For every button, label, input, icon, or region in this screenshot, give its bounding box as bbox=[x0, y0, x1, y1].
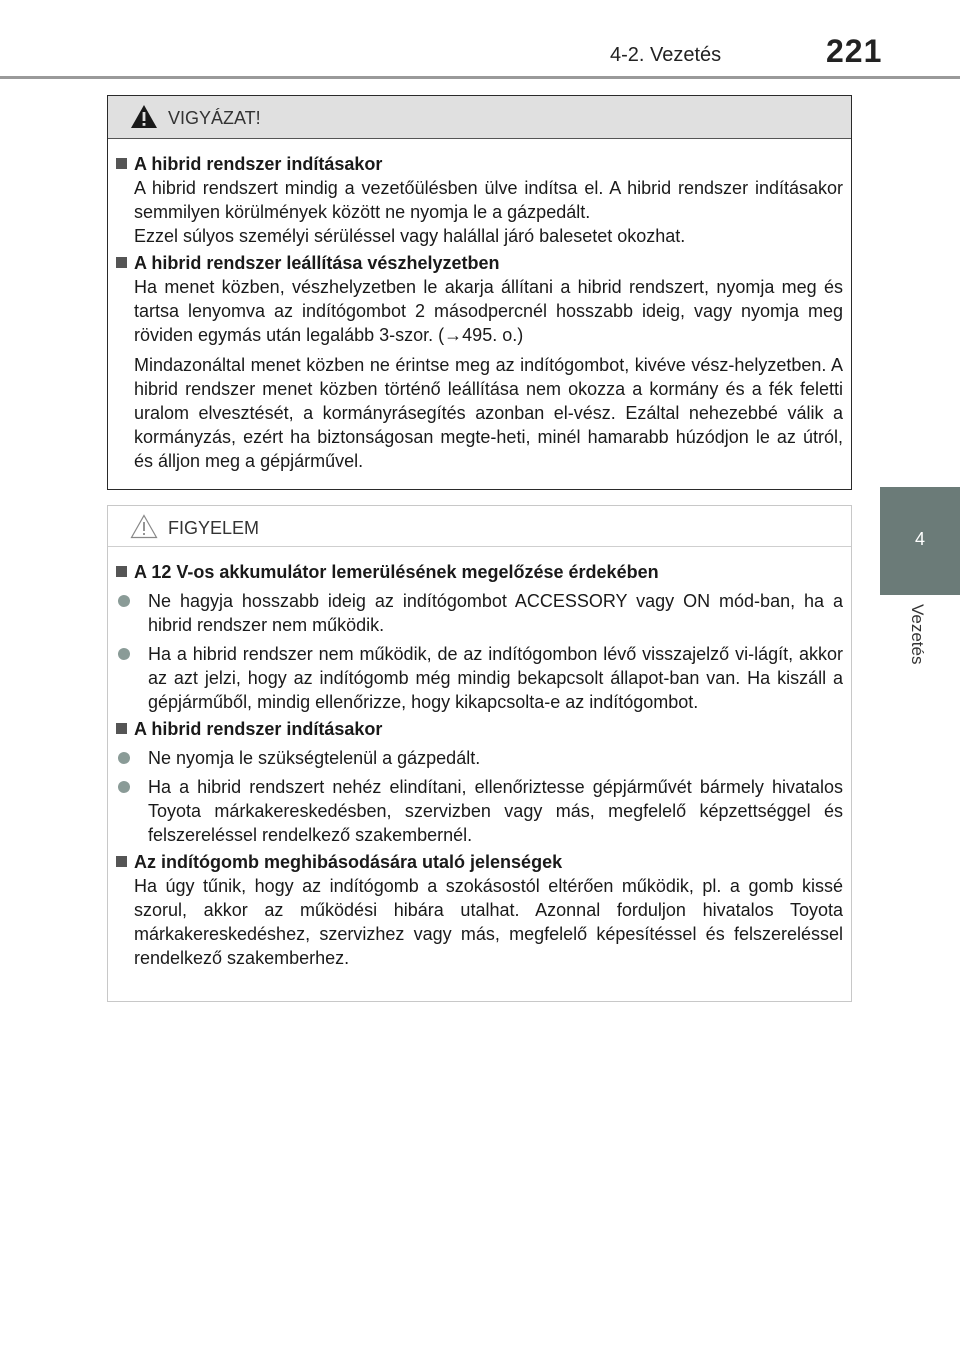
circle-bullet-icon bbox=[118, 648, 130, 660]
chapter-label bbox=[897, 604, 937, 686]
warning-triangle-outline-icon bbox=[130, 514, 158, 539]
chapter-number: 4 bbox=[914, 529, 925, 549]
square-bullet-icon bbox=[116, 257, 127, 268]
header-divider bbox=[0, 76, 960, 79]
paragraph: Ha menet közben, vészhelyzetben le akarja állítani a hibrid rendszert, nyomja meg és tartsa lenyomva az indítógombot 2 másodpercnél hosszabb ideig, vagy nyomja meg röviden egymás után legalább 3-szor. (→495. o.) bbox=[134, 277, 843, 345]
page-number: 221 bbox=[826, 33, 883, 69]
section-heading: A hibrid rendszer indításakor bbox=[116, 717, 843, 741]
list-item: Ne hagyja hosszabb ideig az indítógombot ACCESSORY vagy ON mód-ban, ha a hibrid rendszer nem működik. bbox=[116, 589, 843, 637]
list-item: Ha a hibrid rendszer nem működik, de az indítógombon lévő visszajelző vi-lágít, akkor az azt jelzi, hogy az indítógomb még mindig bekapcsolt állapot-ban van. Ha kiszáll a gépjárműből, mindig ellenőrizze, hogy kikapcsolta-e az indítógombot. bbox=[116, 642, 843, 714]
warning-box-header bbox=[108, 96, 851, 139]
list-item: Ha a hibrid rendszert nehéz elindítani, ellenőriztesse gépjárművét bármely hivatalos Toyota márkakereskedésben, szervizben vagy más, megfelelő képzettséggel és felszereléssel rendelkező szakembernél. bbox=[116, 775, 843, 847]
square-bullet-icon bbox=[116, 723, 127, 734]
section-heading: A hibrid rendszer indításakor bbox=[116, 152, 843, 176]
section-heading: Az indítógomb meghibásodására utaló jelenségek bbox=[116, 850, 843, 874]
circle-bullet-icon bbox=[118, 781, 130, 793]
notice-content bbox=[108, 547, 851, 970]
notice-box-header bbox=[108, 506, 851, 547]
paragraph: A hibrid rendszert mindig a vezetőülésben ülve indítsa el. A hibrid rendszer indításakor semmilyen körülmények között ne nyomja le a gázpedált. bbox=[134, 178, 843, 222]
section-title: 4-2. Vezetés bbox=[610, 44, 722, 66]
section-heading: A 12 V-os akkumulátor lemerülésének megelőzése érdekében bbox=[116, 560, 843, 584]
chapter-tab bbox=[880, 487, 960, 595]
paragraph: Ha úgy tűnik, hogy az indítógomb a szokásostól eltérően működik, pl. a gomb kissé szorul, akkor az működési hibára utalhat. Azonnal forduljon hivatalos Toyota márkakereskedéshez, szervizhez vagy más, megfelelő képesítéssel és felszereléssel rendelkező szakemberhez. bbox=[134, 876, 843, 968]
list-item: Ne nyomja le szükségtelenül a gázpedált. bbox=[116, 746, 843, 770]
warning-box bbox=[107, 95, 852, 490]
square-bullet-icon bbox=[116, 566, 127, 577]
square-bullet-icon bbox=[116, 158, 127, 169]
page-header bbox=[0, 0, 960, 80]
notice-heading: FIGYELEM bbox=[168, 518, 260, 538]
section-heading: A hibrid rendszer leállítása vészhelyzetben bbox=[116, 251, 843, 275]
warning-content bbox=[108, 139, 851, 473]
warning-heading: VIGYÁZAT! bbox=[168, 108, 261, 128]
chapter-label-text: Vezetés bbox=[908, 604, 927, 665]
circle-bullet-icon bbox=[118, 595, 130, 607]
notice-box bbox=[107, 505, 852, 1002]
paragraph: Mindazonáltal menet közben ne érintse meg az indítógombot, kivéve vész-helyzetben. A hibrid rendszer menet közben történő leállítása nem okozza a kormány és a fék feletti uralom elvesztését, a kormányrásegítés azonban el-vész. Ezáltal nehezebbé válik a kormányzás, ezért ha biztonságosan megte-heti, minél hamarabb húzódjon le az útról, és álljon meg a gépjárművel. bbox=[134, 355, 843, 471]
square-bullet-icon bbox=[116, 856, 127, 867]
paragraph: Ezzel súlyos személyi sérüléssel vagy halállal járó balesetet okozhat. bbox=[134, 226, 686, 246]
warning-triangle-filled-icon bbox=[130, 104, 158, 129]
circle-bullet-icon bbox=[118, 752, 130, 764]
